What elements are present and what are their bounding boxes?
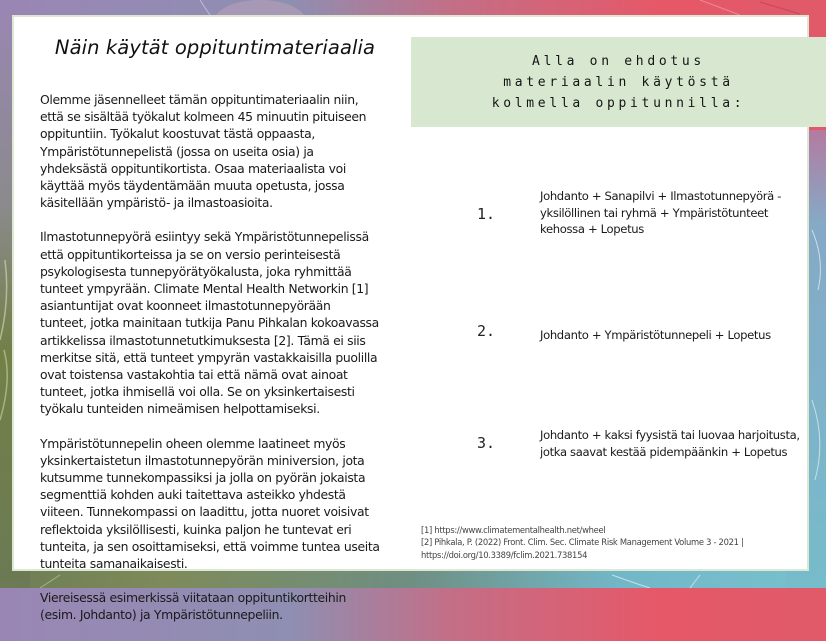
suggestion-heading-line: materiaalin käytöstä <box>503 74 734 90</box>
lesson-text: Johdanto + kaksi fyysistä tai luovaa harjoitusta, jotka saavat kestää pidempäänkin + Lopetus <box>540 428 800 459</box>
page-title: Näin käytät oppituntimateriaalia <box>54 36 376 59</box>
lesson-number: 3. <box>477 434 496 452</box>
reference-line: [2] Pihkala, P. (2022) Front. Clim. Sec. Climate Risk Management Volume 3 - 2021 | <box>421 537 744 548</box>
wheel-paragraph: Ilmastotunnepyörä esiintyy sekä Ympäristötunnepelissä että oppituntikorteissa ja se on versio perinteisestä psykologisesta tunnepyörätyökalusta, joka ryhmittää tunteet ympyrään. Climate Mental Health Networkin [1] asiantuntijat ovat koonneet ilmastotunnepyörään tunteet, jotka mainitaan tutkija Panu Pihkalan kokoavassa artikkelissa ilmastotunnetutkimuksesta [2]. Tämä ei siis merkitse sitä, että tunteet ympyrän vastakkaisilla puolilla ovat toistensa vastakohtia tai että nämä ovat ainoat tunteet, jotka ihmisellä voi olla. Se on yksinkertaisesti työkalu tunteiden nimeämisen helpottamiseksi. <box>40 229 379 417</box>
suggestion-heading-line: Alla on ehdotus <box>532 53 705 69</box>
reference-line: [1] https://www.climatementalhealth.net/wheel <box>421 525 606 535</box>
lesson-text: Johdanto + Sanapilvi + Ilmastotunnepyörä - yksilöllinen tai ryhmä + Ympäristötunteet kehossa + Lopetus <box>540 189 782 236</box>
compass-paragraph: Ympäristötunnepelin oheen olemme laatineet myös yksinkertaistetun ilmastotunnepyörän miniversion, jota kutsumme tunnekompassiksi ja jolla on pyörän jokaista segmenttiä kohden auki taitettava asteikko yhdestä viiteen. Tunnekompassi on laadittu, jotta nuoret voisivat reflektoida yksilöllisesti, kuinka paljon he tuntevat eri tunteita, ja sen osoittamiseksi, että voimme tuntea useita tunteita samanaikaisesti. <box>40 435 380 572</box>
suggestion-heading-box <box>411 37 826 127</box>
reference-paragraph: Viereisessä esimerkissä viitataan oppituntikortteihin (esim. Johdanto) ja Ympäristötunnepeliin. <box>40 590 346 623</box>
lesson-text: Johdanto + Ympäristötunnepeli + Lopetus <box>540 328 771 342</box>
suggestion-heading-line: kolmella oppitunnilla: <box>491 95 746 111</box>
references <box>421 524 781 561</box>
reference-line: https://doi.org/10.3389/fclim.2021.738154 <box>421 549 588 560</box>
lesson-number: 2. <box>477 322 496 340</box>
lesson-number: 1. <box>477 205 496 223</box>
intro-paragraph: Olemme jäsennelleet tämän oppituntimateriaalin niin, että se sisältää työkalut kolmeen 45 minuutin pituiseen oppituntiin. Työkalut koostuvat tästä oppaasta, Ympäristötunnepelistä (jossa on useita osia) ja yhdeksästä oppituntikortista. Osaa materiaalista voi käyttää myös täydentämään muuta opetusta, jossa käsitellään ympäristö- ja ilmastoasioita. <box>40 92 367 211</box>
intro-column <box>40 36 380 641</box>
